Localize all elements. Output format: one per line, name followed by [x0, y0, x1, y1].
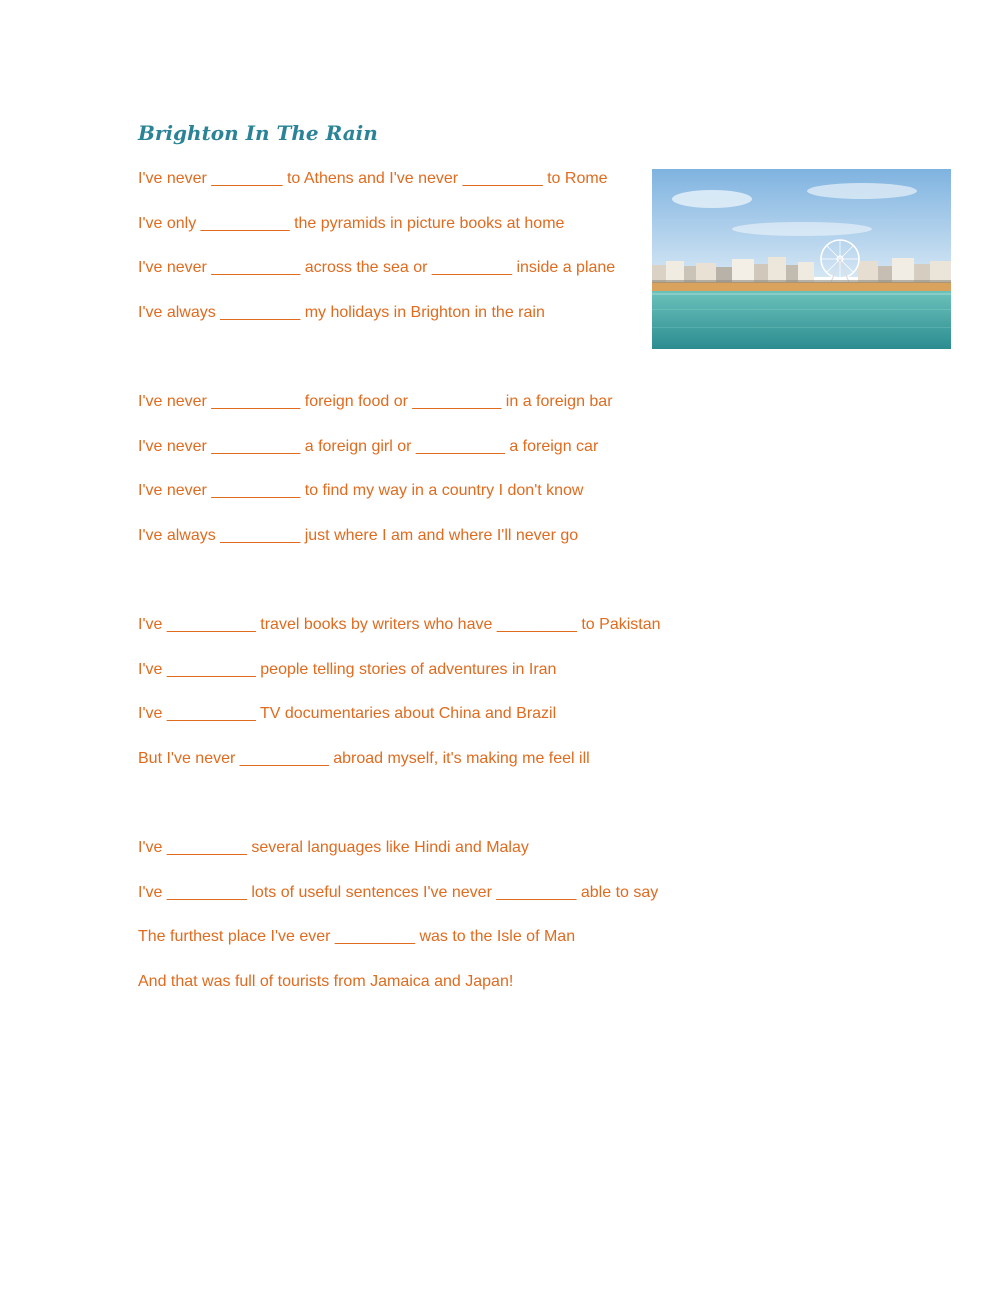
beach [652, 282, 951, 291]
lyric-line: I've never ________ to Athens and I've never _________ to Rome [138, 170, 608, 187]
lyric-line: And that was full of tourists from Jamaica and Japan! [138, 973, 514, 990]
lyric-line: I've never __________ foreign food or __________ in a foreign bar [138, 393, 613, 410]
lyric-line: I've never __________ to find my way in a country I don't know [138, 482, 584, 499]
lyric-line: But I've never __________ abroad myself, it's making me feel ill [138, 750, 590, 767]
lyric-line: I've _________ several languages like Hindi and Malay [138, 839, 529, 856]
lyric-line: I've never __________ a foreign girl or __________ a foreign car [138, 438, 599, 455]
lyric-line: I've always _________ my holidays in Brighton in the rain [138, 304, 545, 321]
page-title: Brighton In The Rain [138, 121, 378, 145]
lyric-line: The furthest place I've ever _________ was to the Isle of Man [138, 928, 576, 945]
lyric-line: I've _________ lots of useful sentences I've never _________ able to say [138, 884, 659, 901]
sea [652, 291, 951, 349]
lyric-line: I've __________ travel books by writers who have _________ to Pakistan [138, 616, 661, 633]
lyric-line: I've __________ people telling stories of adventures in Iran [138, 661, 557, 678]
brighton-seafront-photo [652, 169, 951, 349]
lyric-line: I've never __________ across the sea or _________ inside a plane [138, 259, 616, 276]
lyric-line: I've __________ TV documentaries about China and Brazil [138, 705, 557, 722]
lyric-line: I've only __________ the pyramids in picture books at home [138, 215, 565, 232]
lyric-line: I've always _________ just where I am and where I'll never go [138, 527, 579, 544]
